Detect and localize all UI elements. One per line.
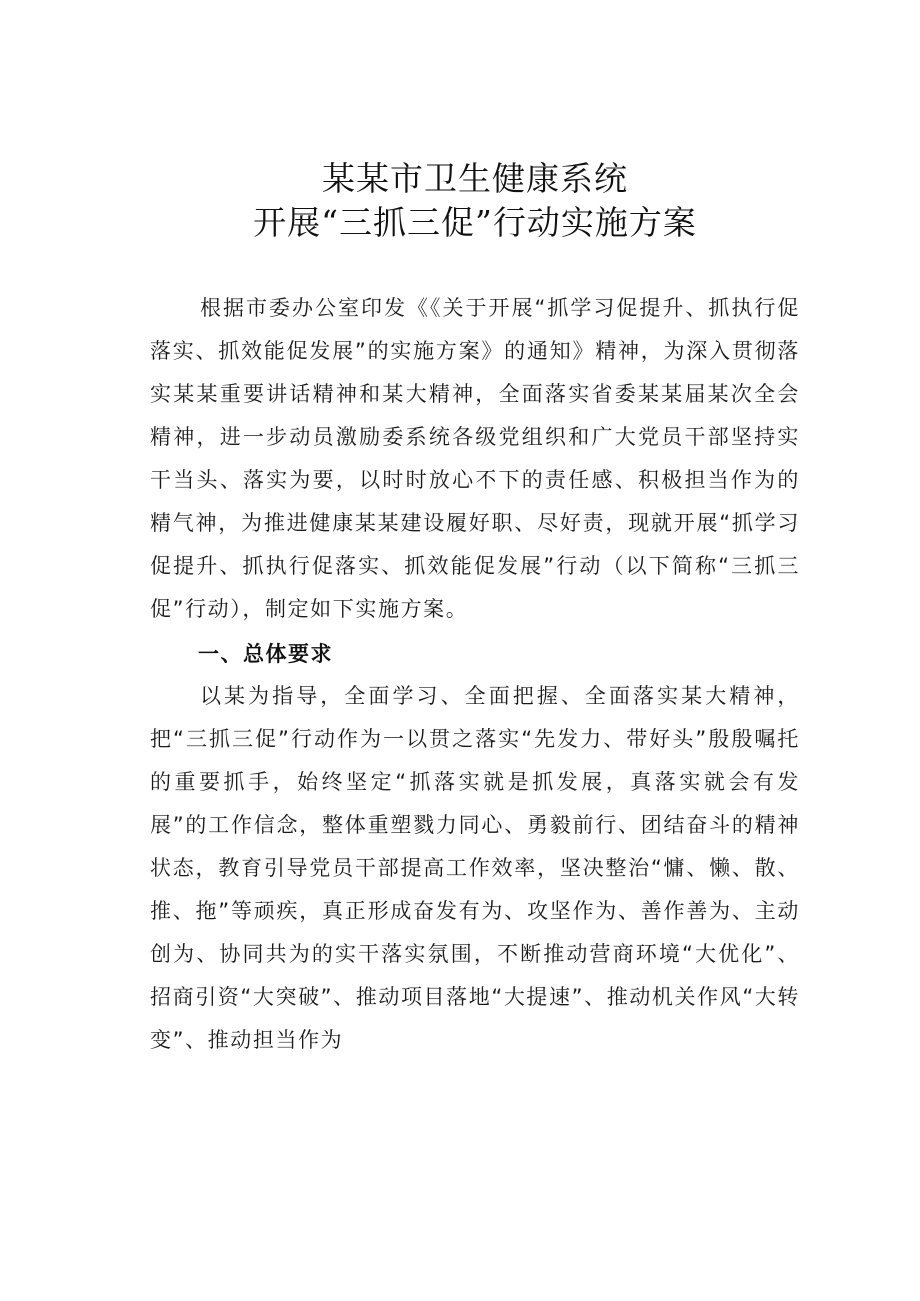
section-heading-general-requirements: 一、总体要求 xyxy=(198,642,333,666)
document-title-line-1: 某某市卫生健康系统 xyxy=(322,159,628,198)
document-title-line-2: 开展“三抓三促”行动实施方案 xyxy=(253,203,697,242)
section-1-paragraph: 以某为指导，全面学习、全面把握、全面落实某大精神，把“三抓三促”行动作为一以贯之落实“先发力、带好头”殷殷嘱托的重要抓手，始终坚定“抓落实就是抓发展，真落实就会有发展”的工作信念，整体重塑戮力同心、勇毅前行、团结奋斗的精神状态，教育引导党员干部提高工作效率，坚决整治“慵、懒、散、推、拖”等顽疾，真正形成奋发有为、攻坚作为、善作善为、主动创为、协同共为的实干落实氛围，不断推动营商环境“大优化”、招商引资“大突破”、推动项目落地“大提速”、推动机关作风“大转变”、推动担当作为 xyxy=(150,684,800,1052)
intro-paragraph: 根据市委办公室印发《《关于开展“抓学习促提升、抓执行促落实、抓效能促发展”的实施方案》的通知》精神，为深入贯彻落实某某重要讲话精神和某大精神，全面落实省委某某届某次全会精神，进一步动员激励委系统各级党组织和广大党员干部坚持实干当头、落实为要，以时时放心不下的责任感、积极担当作为的精气神，为推进健康某某建设履好职、尽好责，现就开展“抓学习促提升、抓执行促落实、抓效能促发展”行动（以下简称“三抓三促”行动），制定如下实施方案。 xyxy=(150,296,800,621)
